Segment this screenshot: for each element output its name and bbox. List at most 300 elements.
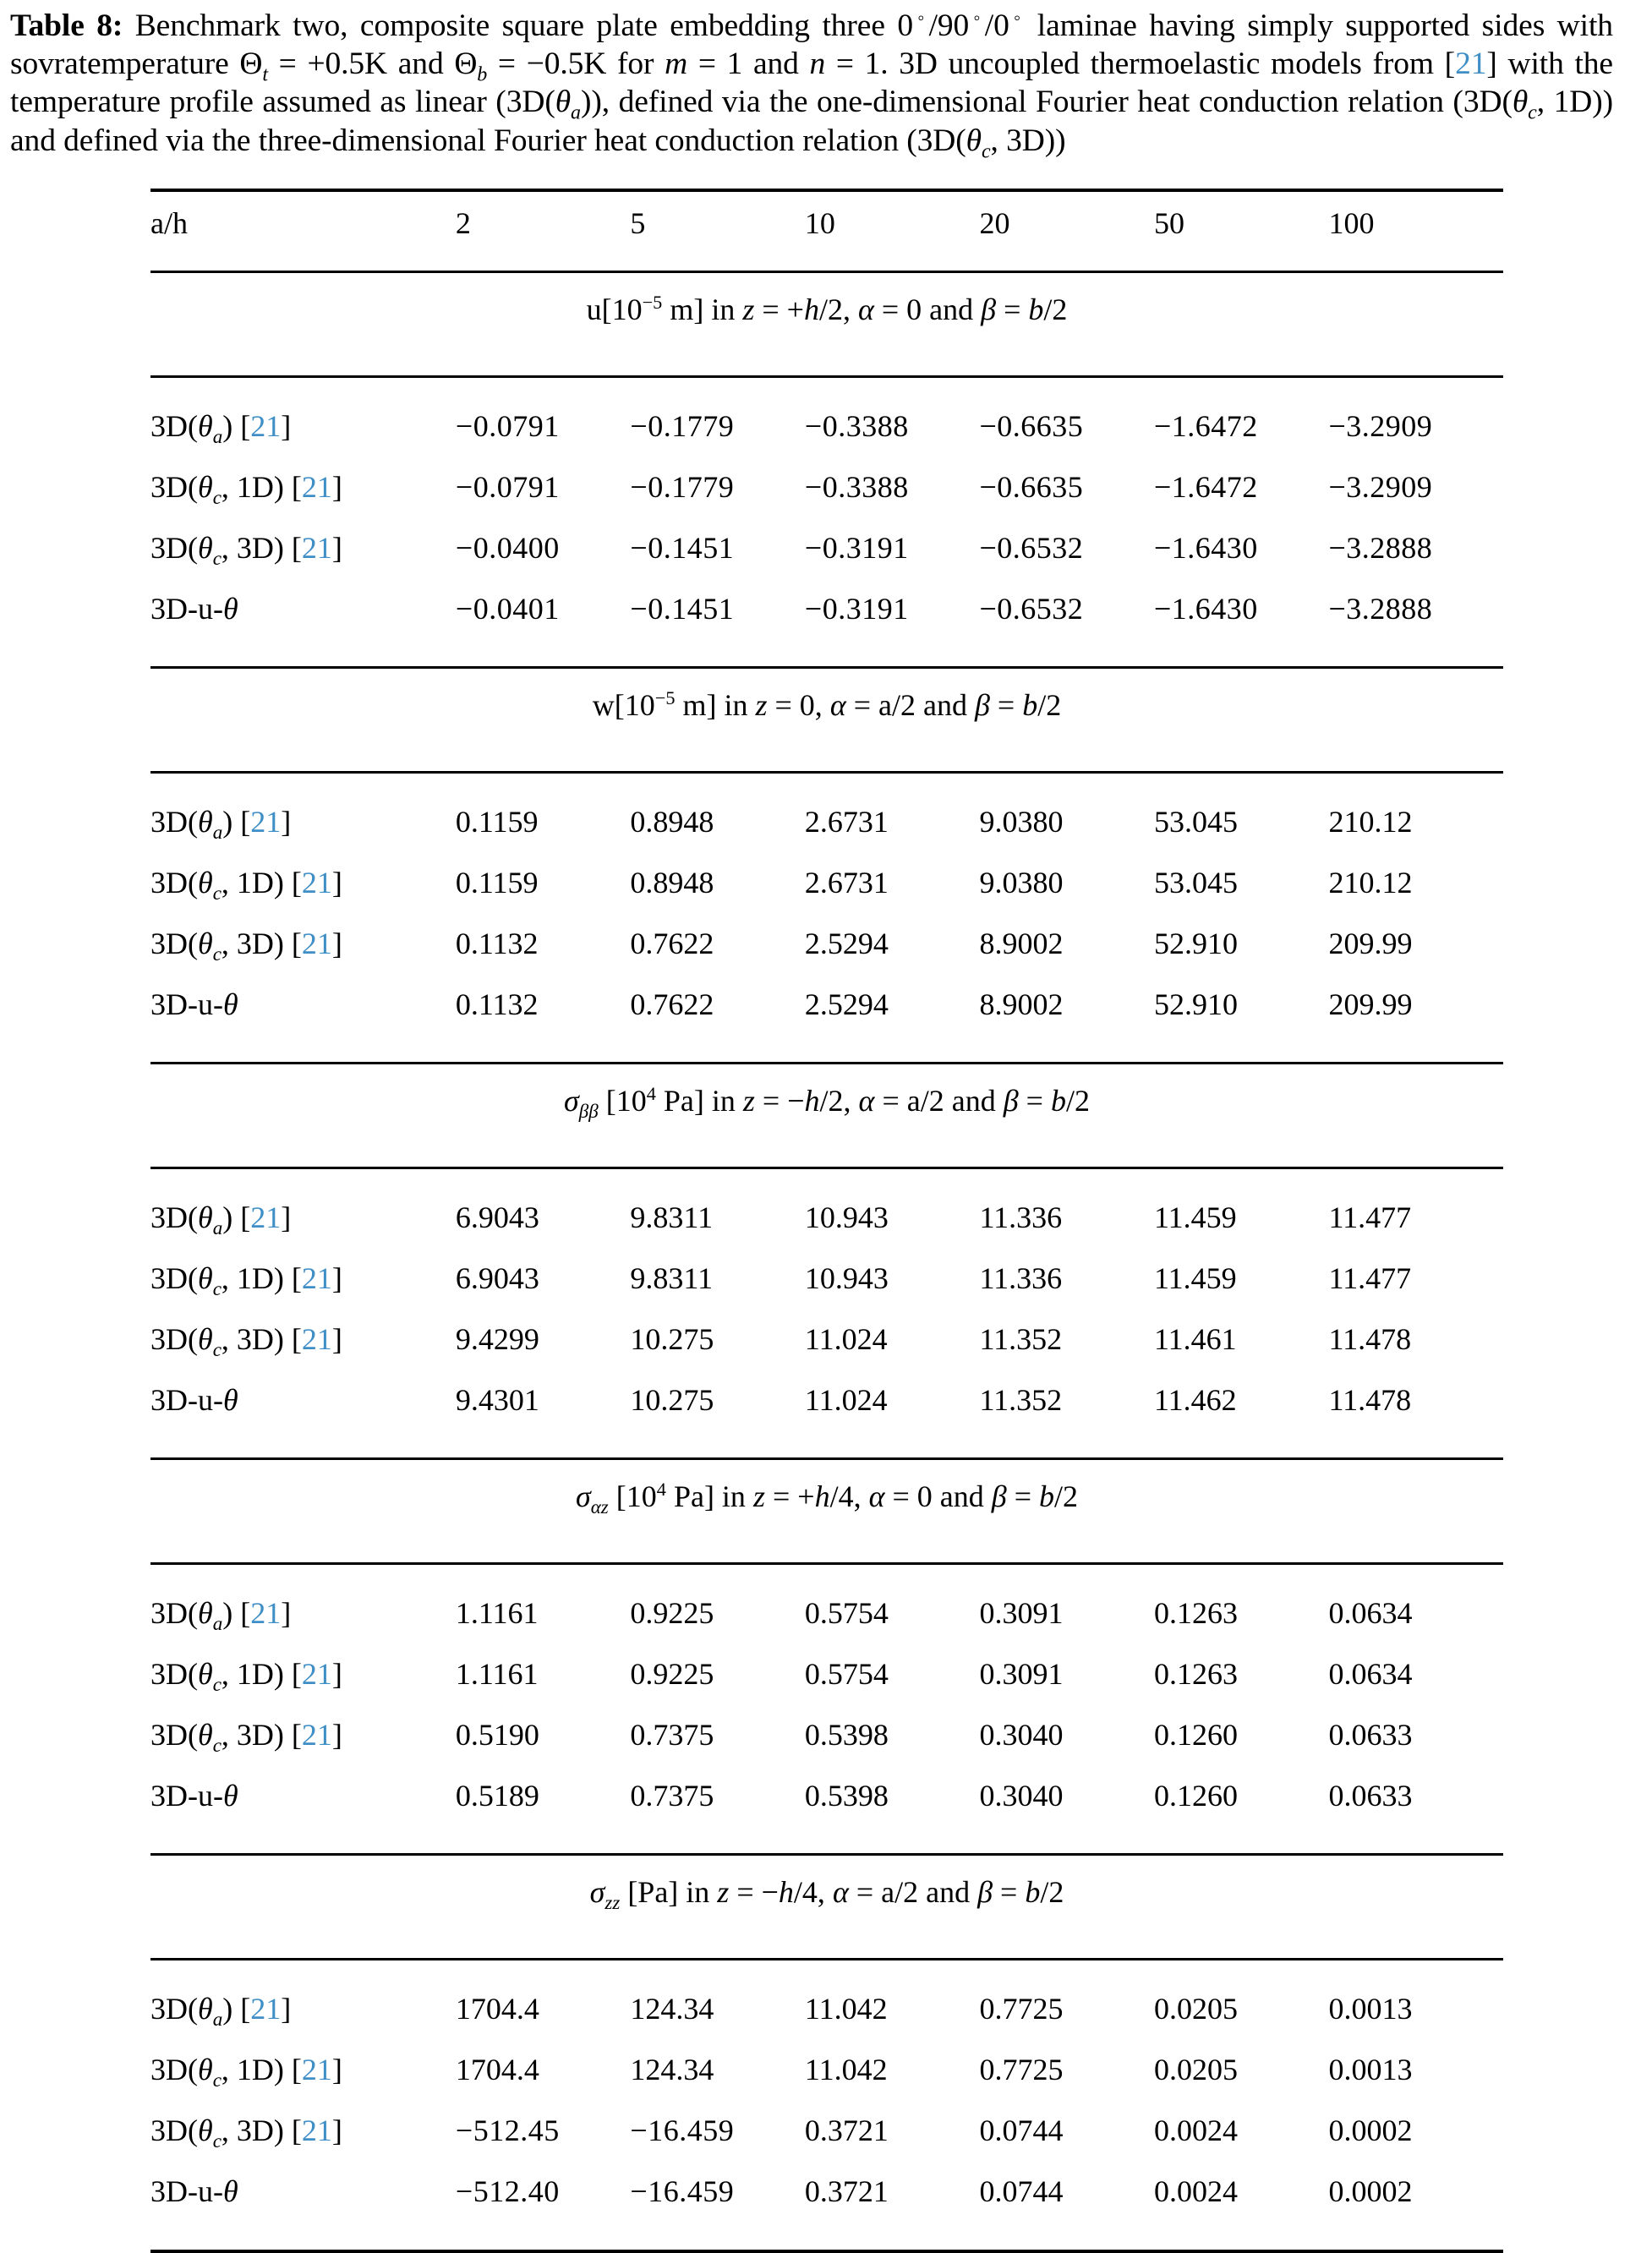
caption-eq3: = 1 and	[687, 46, 810, 82]
m-symbol: m	[665, 46, 688, 82]
section-symbol: σ	[589, 1874, 605, 1909]
caption-eq1: = +0.5K and	[267, 46, 455, 82]
table-cell: −0.0791	[455, 408, 560, 443]
table-cell: 1.1161	[455, 1656, 539, 1691]
section-eq2: = 0 and	[884, 1479, 992, 1513]
table-cell: −0.6635	[979, 408, 1084, 443]
row-label	[150, 1168, 456, 1249]
section-frac2: /2	[1065, 1083, 1090, 1118]
caption-p5: ] with the temperature profile assumed as linear (3D(	[10, 46, 1613, 120]
column-header-100: 100	[1328, 205, 1375, 240]
row-label	[150, 772, 456, 853]
table-row	[150, 1370, 1503, 1453]
theta-a-subscript: a	[571, 101, 581, 124]
theta-b-subscript: b	[477, 63, 488, 86]
table-cell: 0.0744	[979, 2113, 1064, 2147]
table-cell: 209.99	[1328, 987, 1413, 1021]
row-label	[150, 518, 456, 579]
table-cell: 9.4299	[455, 1321, 539, 1356]
section-symbol-subscript: ββ	[578, 1099, 599, 1122]
table-cell: 0.7375	[630, 1778, 714, 1813]
row-label-prefix: 3D-u-	[150, 987, 223, 1021]
table-cell: −0.6635	[979, 469, 1084, 504]
table-cell: 0.1159	[455, 804, 539, 839]
row-label-suffix: ]	[281, 408, 292, 443]
citation-link-21[interactable]: 21	[250, 1991, 282, 2026]
caption-p1: Benchmark two, composite square plate embedding three 0	[123, 8, 914, 43]
section-symbol: u	[586, 292, 602, 326]
b-symbol: b	[1025, 1874, 1041, 1909]
citation-link-21[interactable]: 21	[301, 469, 332, 504]
table-cell: 10.943	[804, 1200, 889, 1234]
section-unit-close: m] in	[662, 292, 743, 326]
theta-symbol: θ	[198, 804, 213, 839]
section-symbol: σ	[564, 1083, 579, 1118]
table-cell: 0.0013	[1328, 2052, 1413, 2086]
row-label-prefix: 3D(	[150, 804, 198, 839]
table-cell: 53.045	[1153, 865, 1238, 900]
row-label	[150, 975, 456, 1058]
alpha-symbol: α	[832, 1874, 849, 1909]
table-cell: 2.6731	[804, 804, 889, 839]
row-label	[150, 376, 456, 457]
table-cell: 9.8311	[630, 1200, 714, 1234]
theta-subscript: a	[212, 2007, 223, 2030]
theta-symbol: θ	[198, 1260, 213, 1295]
section-unit-open: [10	[598, 1083, 647, 1118]
theta-symbol: θ	[198, 1717, 213, 1752]
row-label-mid: ) [	[222, 1595, 251, 1630]
table-cell: 11.461	[1153, 1321, 1237, 1356]
row-label-mid: , 3D) [	[221, 530, 302, 565]
citation-link-21[interactable]: 21	[301, 1321, 332, 1356]
section-eq3: =	[996, 292, 1029, 326]
table-cell: 0.1260	[1153, 1717, 1238, 1752]
section-unit-open: [Pa] in	[620, 1874, 718, 1909]
row-label-prefix: 3D(	[150, 2113, 198, 2147]
row-label-mid: ) [	[222, 1991, 251, 2026]
row-label	[150, 1959, 456, 2040]
row-label-mid: , 3D) [	[221, 926, 302, 960]
section-header-text	[150, 271, 1503, 371]
table-cell: 0.0633	[1328, 1778, 1413, 1813]
table-cell: 0.7622	[630, 926, 714, 960]
row-label-prefix: 3D-u-	[150, 1382, 223, 1417]
table-row	[150, 1249, 1503, 1310]
section-symbol-subscript: zz	[604, 1890, 621, 1913]
beta-symbol: β	[981, 292, 997, 326]
row-label-suffix: ]	[281, 1200, 292, 1234]
section-eq2: = a/2 and	[848, 1874, 978, 1909]
theta-subscript: c	[212, 546, 222, 569]
caption-label-text: Table 8:	[10, 8, 123, 43]
row-label-mid: , 3D) [	[221, 2113, 302, 2147]
row-label	[150, 2162, 456, 2245]
table-cell: −0.0400	[455, 530, 560, 565]
row-label-prefix: 3D-u-	[150, 2174, 223, 2208]
table-cell: 10.275	[630, 1321, 714, 1356]
section-header-u	[150, 271, 1503, 371]
table-cell: 0.5398	[804, 1778, 889, 1813]
table-cell: 9.0380	[979, 865, 1064, 900]
section-eq3: =	[1006, 1479, 1040, 1513]
table-row	[150, 1766, 1503, 1849]
row-label-suffix: ]	[331, 1717, 342, 1752]
table-header-row	[150, 190, 1503, 266]
row-label-prefix: 3D(	[150, 1656, 198, 1691]
citation-link-21[interactable]: 21	[301, 865, 332, 900]
theta-subscript: c	[212, 2129, 222, 2152]
theta-subscript: c	[212, 881, 222, 904]
row-label	[150, 1766, 456, 1849]
table-cell: 52.910	[1153, 987, 1238, 1021]
section-frac2: /2	[1054, 1479, 1079, 1513]
citation-link-21[interactable]: 21	[301, 2113, 332, 2147]
section-header-sigma-az	[150, 1458, 1503, 1558]
section-frac1: /2,	[818, 292, 858, 326]
row-label	[150, 1249, 456, 1310]
h-symbol: h	[804, 1083, 820, 1118]
table-cell: 9.8311	[630, 1260, 714, 1295]
z-symbol: z	[752, 1479, 765, 1513]
section-exponent: 4	[656, 1478, 666, 1500]
n-symbol: n	[809, 46, 826, 82]
section-eq2: = 0 and	[873, 292, 982, 326]
table-cell: 0.1260	[1153, 1778, 1238, 1813]
section-header-formula	[587, 292, 1068, 327]
section-eq1: = 0,	[767, 687, 830, 722]
row-label-prefix: 3D(	[150, 865, 198, 900]
theta-symbol: θ	[198, 865, 213, 900]
row-label	[150, 579, 456, 662]
column-header-2: 2	[455, 205, 471, 240]
table-cell: 11.478	[1328, 1321, 1412, 1356]
table-cell: 0.1159	[455, 865, 539, 900]
table-cell: 209.99	[1328, 926, 1413, 960]
theta-subscript: c	[212, 1672, 222, 1695]
table-cell: −0.3191	[804, 591, 909, 626]
table-cell: 53.045	[1153, 804, 1238, 839]
table-row	[150, 2101, 1503, 2162]
table-cell: 11.352	[979, 1382, 1063, 1417]
theta-subscript: c	[212, 1733, 222, 1756]
section-header-sigma-zz	[150, 1854, 1503, 1954]
theta-c2-symbol: θ	[965, 123, 982, 158]
caption-p6: )), defined via the one-dimensional Fourier heat conduction relation (3D(	[580, 85, 1513, 120]
horizontal-rule	[150, 183, 1503, 190]
row-label-suffix: ]	[331, 530, 342, 565]
table-row	[150, 457, 1503, 518]
row-label-mid: , 1D) [	[221, 2052, 302, 2086]
caption-label	[10, 8, 123, 43]
table-cell: 0.3040	[979, 1778, 1064, 1813]
alpha-symbol: α	[829, 687, 846, 722]
table-cell: 52.910	[1153, 926, 1238, 960]
theta-symbol: θ	[222, 1778, 238, 1813]
table-row	[150, 1168, 1503, 1249]
theta-subscript: c	[212, 1277, 222, 1299]
table-row	[150, 1644, 1503, 1705]
theta-symbol: θ	[222, 591, 238, 626]
benchmark-table-wrapper	[150, 183, 1503, 2253]
degree-icon-2: ◦	[969, 7, 985, 30]
citation-link-21[interactable]: 21	[1455, 46, 1487, 82]
table-cell: 0.9225	[630, 1595, 714, 1630]
theta-subscript: a	[212, 820, 223, 843]
table-cell: 0.0013	[1328, 1991, 1413, 2026]
table-cell: 6.9043	[455, 1260, 539, 1295]
row-label-suffix: ]	[281, 804, 292, 839]
table-cell: 11.336	[979, 1200, 1063, 1234]
caption-p4: laminae having simply supported sides with sovratemperature	[10, 8, 1613, 82]
theta-symbol: θ	[198, 2113, 213, 2147]
table-cell: −0.3388	[804, 469, 909, 504]
theta-symbol: θ	[198, 408, 213, 443]
alpha-symbol: α	[868, 1479, 885, 1513]
row-label-prefix: 3D(	[150, 1321, 198, 1356]
table-cell: 11.042	[804, 2052, 888, 2086]
citation-link-21[interactable]: 21	[301, 2052, 332, 2086]
table-cell: 9.0380	[979, 804, 1064, 839]
theta-a-symbol: θ	[555, 85, 572, 120]
alpha-symbol: α	[857, 292, 874, 326]
row-label-prefix: 3D-u-	[150, 591, 223, 626]
row-label-suffix: ]	[331, 926, 342, 960]
section-header-text	[150, 1063, 1503, 1162]
theta-symbol: θ	[222, 2174, 238, 2208]
table-cell: 0.1132	[455, 926, 539, 960]
section-frac1: /4,	[793, 1874, 833, 1909]
section-unit-close: Pa] in	[665, 1479, 753, 1513]
row-label-suffix: ]	[331, 469, 342, 504]
table-cell: 0.0744	[979, 2174, 1064, 2208]
table-cell: 11.459	[1153, 1260, 1237, 1295]
table-cell: −16.459	[630, 2113, 735, 2147]
table-cell: 1704.4	[455, 1991, 539, 2026]
citation-link-21[interactable]: 21	[301, 1717, 332, 1752]
table-cell: 10.275	[630, 1382, 714, 1417]
citation-link-21[interactable]: 21	[250, 1595, 282, 1630]
table-cell: −16.459	[630, 2174, 735, 2208]
table-cell: 0.5189	[455, 1778, 539, 1813]
caption-eq4: = 1. 3D uncoupled thermoelastic models from [	[825, 46, 1456, 82]
table-row	[150, 914, 1503, 975]
table-cell: 0.0024	[1153, 2174, 1238, 2208]
table-cell: 0.0002	[1328, 2113, 1413, 2147]
table-cell: 0.5754	[804, 1656, 889, 1691]
table-cell: 11.459	[1153, 1200, 1237, 1234]
table-cell: −3.2909	[1328, 408, 1433, 443]
table-cell: −512.40	[455, 2174, 560, 2208]
row-label-prefix: 3D(	[150, 1991, 198, 2026]
row-label-prefix: 3D(	[150, 1717, 198, 1752]
row-label	[150, 1370, 456, 1453]
table-cell: 0.7375	[630, 1717, 714, 1752]
citation-link-21[interactable]: 21	[250, 408, 282, 443]
citation-link-21[interactable]: 21	[301, 1260, 332, 1295]
table-row	[150, 1563, 1503, 1644]
degree-icon-1: ◦	[913, 7, 929, 30]
row-label	[150, 853, 456, 914]
table-cell: −3.2888	[1328, 591, 1433, 626]
benchmark-table	[150, 183, 1503, 2253]
section-header-formula	[575, 1478, 1079, 1517]
theta-symbol: θ	[198, 1200, 213, 1234]
citation-link-21[interactable]: 21	[250, 1200, 282, 1234]
table-cell: −1.6472	[1153, 469, 1258, 504]
section-header-w	[150, 667, 1503, 767]
row-label-suffix: ]	[331, 1321, 342, 1356]
table-cell: 11.336	[979, 1260, 1063, 1295]
table-cell: 11.478	[1328, 1382, 1412, 1417]
theta-symbol: θ	[222, 987, 238, 1021]
table-cell: 2.5294	[804, 987, 889, 1021]
section-eq1: = −	[754, 1083, 805, 1118]
table-row	[150, 518, 1503, 579]
section-eq1: = +	[764, 1479, 815, 1513]
row-label-prefix: 3D(	[150, 1595, 198, 1630]
caption-p7: , 1D)) and defined via the three-dimensional Fourier heat conduction relation (3D(	[10, 85, 1613, 158]
table-row	[150, 975, 1503, 1058]
table-row	[150, 853, 1503, 914]
section-header-text	[150, 667, 1503, 767]
table-cell: 2.6731	[804, 865, 889, 900]
theta-subscript: c	[212, 942, 222, 965]
section-symbol: w	[592, 687, 615, 722]
table-cell: 0.1263	[1153, 1656, 1238, 1691]
row-label-prefix: 3D(	[150, 1200, 198, 1234]
beta-symbol: β	[991, 1479, 1007, 1513]
section-header-formula	[589, 1874, 1064, 1913]
section-unit-open: [10	[614, 687, 655, 722]
row-label-mid: , 1D) [	[221, 1260, 302, 1295]
citation-link-21[interactable]: 21	[301, 1656, 332, 1691]
degree-icon-3: ◦	[1009, 7, 1026, 30]
section-exponent: −5	[642, 291, 663, 313]
caption-p2: /90	[928, 8, 970, 43]
h-symbol: h	[803, 292, 819, 326]
citation-link-21[interactable]: 21	[301, 530, 332, 565]
table-cell: −0.1779	[630, 408, 735, 443]
section-symbol-subscript: αz	[590, 1495, 609, 1517]
table-cell: −0.6532	[979, 591, 1084, 626]
row-label-suffix: ]	[281, 1595, 292, 1630]
section-header-text	[150, 1854, 1503, 1954]
table-cell: 11.024	[804, 1382, 888, 1417]
table-cell: 0.1263	[1153, 1595, 1238, 1630]
theta-subscript: a	[212, 1611, 223, 1634]
table-cell: 0.0002	[1328, 2174, 1413, 2208]
table-cell: −1.6430	[1153, 591, 1258, 626]
theta-symbol: θ	[222, 1382, 238, 1417]
theta-c2-subscript: c	[981, 140, 991, 163]
horizontal-rule	[150, 2245, 1503, 2251]
table-row	[150, 1959, 1503, 2040]
theta-symbol: θ	[198, 926, 213, 960]
theta-c1-symbol: θ	[1512, 85, 1529, 120]
table-cell: 0.3721	[804, 2174, 889, 2208]
table-cell: 0.3040	[979, 1717, 1064, 1752]
section-exponent: 4	[646, 1082, 656, 1104]
section-frac2: /2	[1037, 687, 1062, 722]
table-cell: 9.4301	[455, 1382, 539, 1417]
theta-t-subscript: t	[262, 63, 268, 86]
table-cell: −0.0401	[455, 591, 560, 626]
table-cell: −0.1451	[630, 591, 735, 626]
table-cell: −512.45	[455, 2113, 560, 2147]
row-label-prefix: 3D(	[150, 408, 198, 443]
table-cell: 11.352	[979, 1321, 1063, 1356]
table-cell: 8.9002	[979, 987, 1064, 1021]
row-label-mid: ) [	[222, 804, 251, 839]
citation-link-21[interactable]: 21	[301, 926, 332, 960]
theta-subscript: c	[212, 2068, 222, 2091]
table-cell: 1704.4	[455, 2052, 539, 2086]
beta-symbol: β	[977, 1874, 993, 1909]
table-cell: 10.943	[804, 1260, 889, 1295]
table-cell: 0.9225	[630, 1656, 714, 1691]
row-label-suffix: ]	[331, 865, 342, 900]
row-label-mid: , 3D) [	[221, 1321, 302, 1356]
b-symbol: b	[1039, 1479, 1055, 1513]
theta-symbol: θ	[198, 1991, 213, 2026]
table-cell: 0.3721	[804, 2113, 889, 2147]
row-label-mid: , 1D) [	[221, 469, 302, 504]
row-label-suffix: ]	[331, 1656, 342, 1691]
b-symbol: b	[1028, 292, 1044, 326]
table-cell: 0.3091	[979, 1656, 1064, 1691]
table-cell: 0.5398	[804, 1717, 889, 1752]
row-label	[150, 1705, 456, 1766]
row-label-prefix: 3D(	[150, 2052, 198, 2086]
row-label-suffix: ]	[331, 1260, 342, 1295]
alpha-symbol: α	[858, 1083, 875, 1118]
table-cell: 11.477	[1328, 1200, 1412, 1234]
table-cell: −0.3191	[804, 530, 909, 565]
row-label	[150, 914, 456, 975]
table-row	[150, 579, 1503, 662]
row-label-prefix: 3D-u-	[150, 1778, 223, 1813]
table-cell: 0.0024	[1153, 2113, 1238, 2147]
column-header-20: 20	[979, 205, 1010, 240]
beta-symbol: β	[1003, 1083, 1019, 1118]
theta-symbol: θ	[198, 1321, 213, 1356]
section-eq2: = a/2 and	[845, 687, 975, 722]
section-header-text	[150, 1458, 1503, 1558]
table-cell: 0.0634	[1328, 1595, 1413, 1630]
citation-link-21[interactable]: 21	[250, 804, 282, 839]
section-eq1: = −	[729, 1874, 779, 1909]
table-cell: 1.1161	[455, 1595, 539, 1630]
row-label-mid: , 1D) [	[221, 1656, 302, 1691]
h-symbol: h	[778, 1874, 794, 1909]
section-frac2: /2	[1040, 1874, 1064, 1909]
z-symbol: z	[755, 687, 768, 722]
theta-subscript: c	[212, 485, 222, 508]
theta-symbol: θ	[198, 1595, 213, 1630]
table-cell: 0.0634	[1328, 1656, 1413, 1691]
theta-subscript: a	[212, 1216, 223, 1239]
table-bottom-rule	[150, 2245, 1503, 2251]
table-cell: 0.7622	[630, 987, 714, 1021]
table-cell: 11.462	[1153, 1382, 1237, 1417]
column-header-50: 50	[1153, 205, 1184, 240]
table-cell: 0.5190	[455, 1717, 539, 1752]
theta-symbol: θ	[198, 469, 213, 504]
table-cell: 124.34	[630, 2052, 714, 2086]
z-symbol: z	[742, 1083, 755, 1118]
section-unit-open: [10	[608, 1479, 657, 1513]
